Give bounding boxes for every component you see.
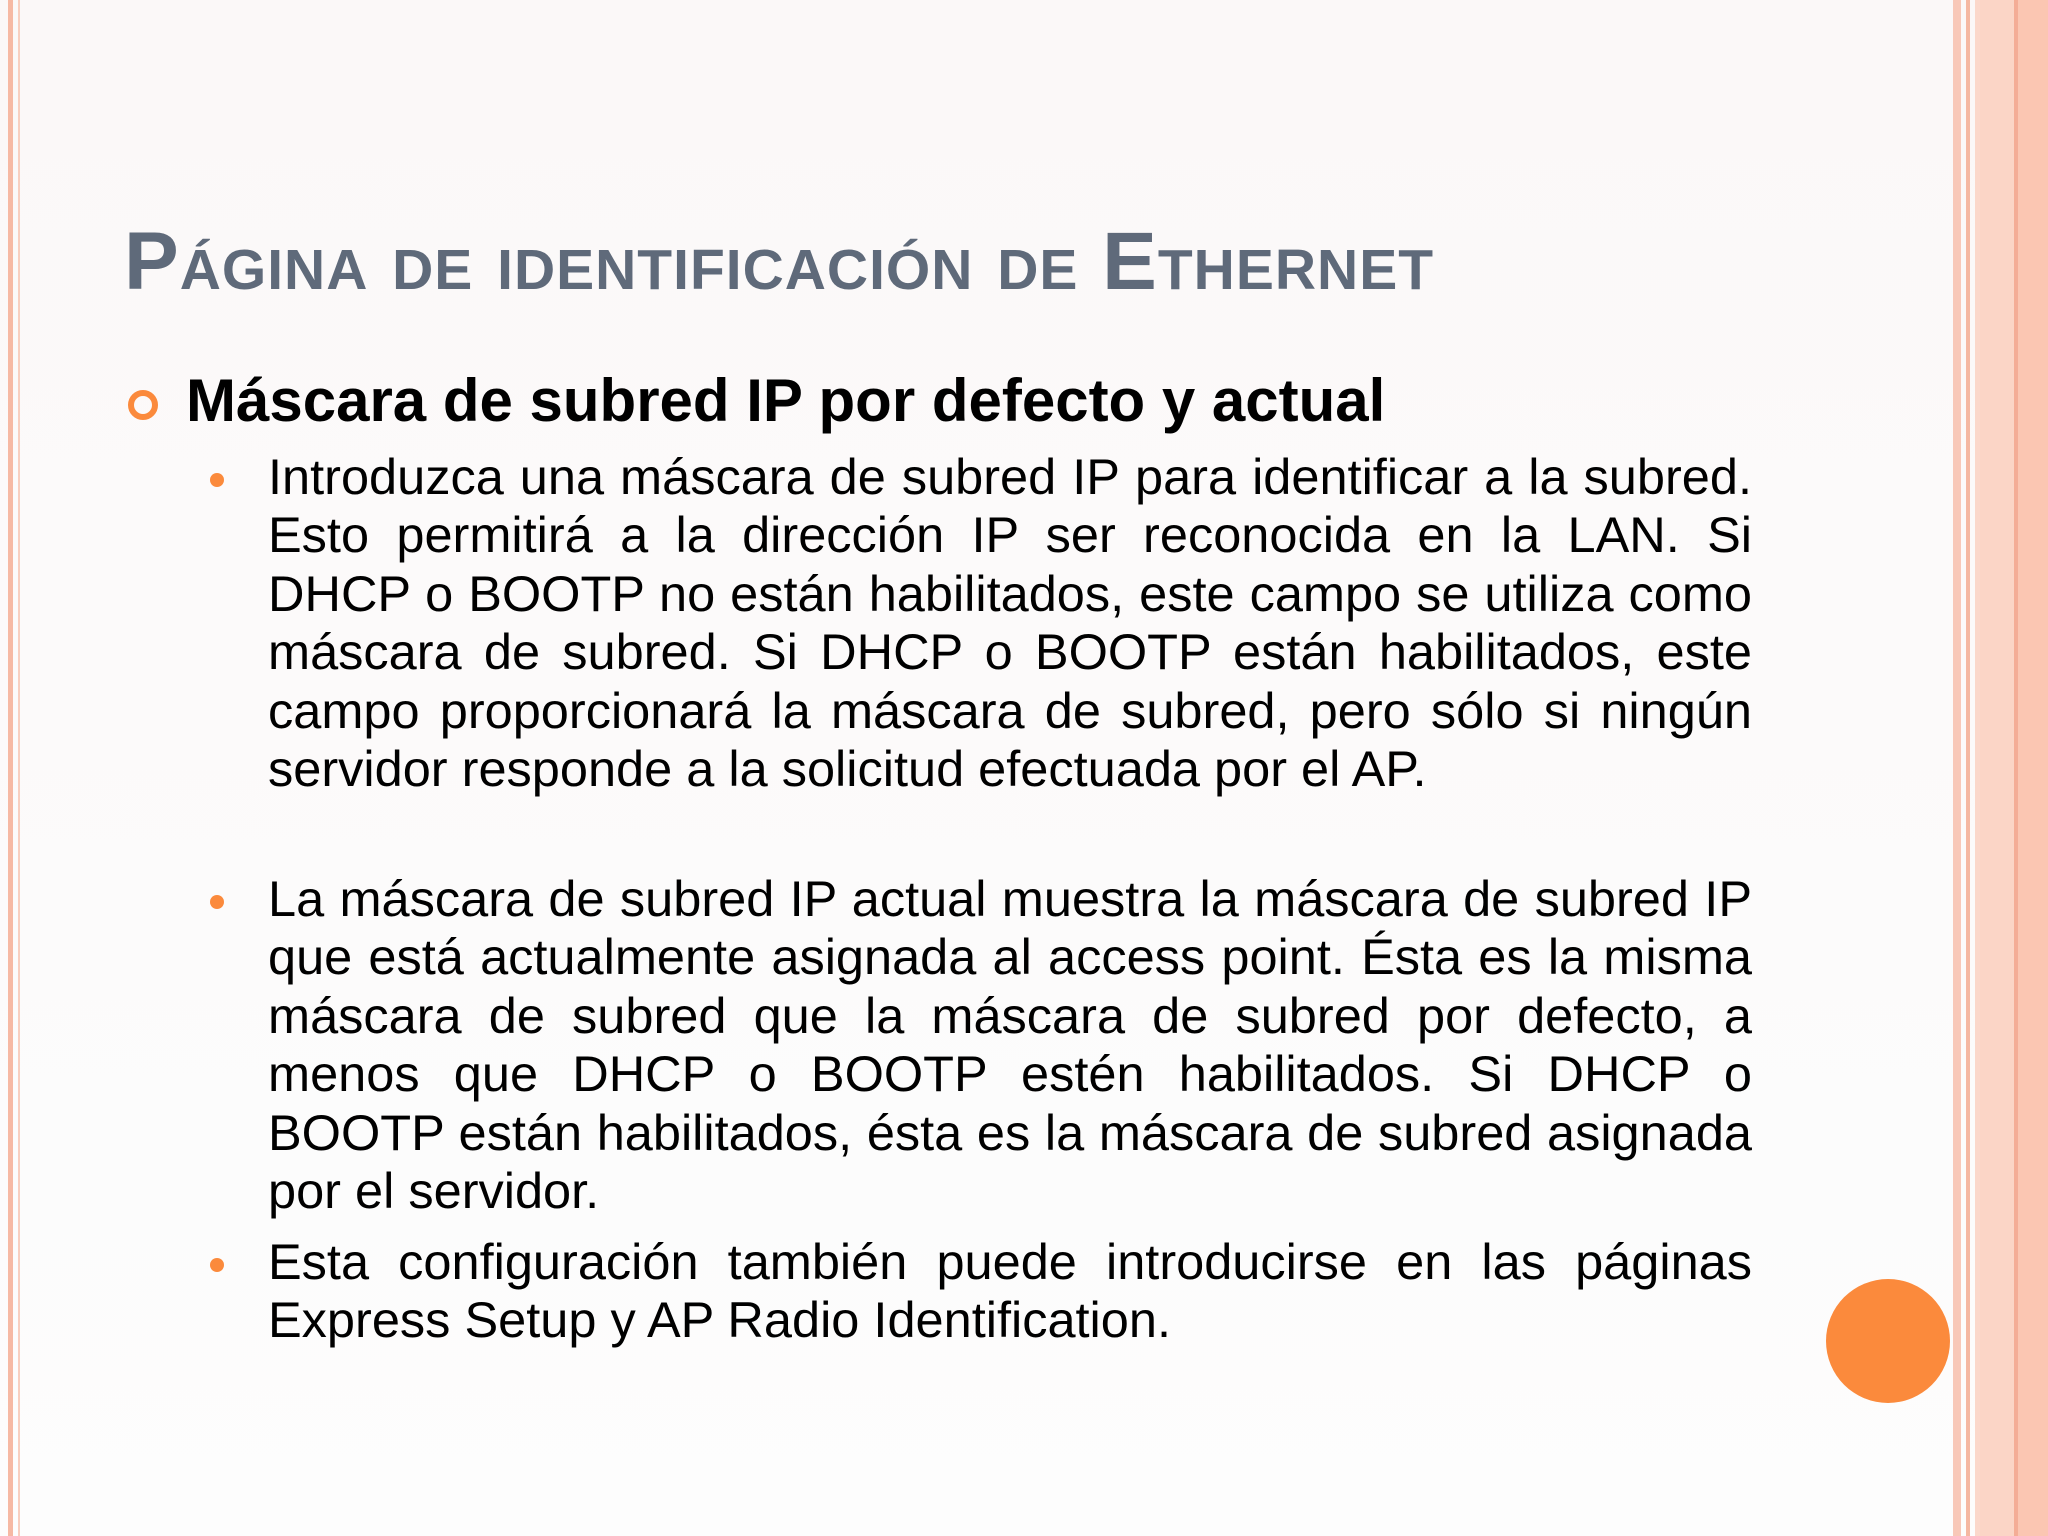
left-border-line-thin (18, 0, 20, 1536)
orange-dot-icon (210, 473, 224, 487)
orange-dot-icon (210, 895, 224, 909)
right-border-band (2018, 0, 2048, 1536)
right-border-band (1980, 0, 2014, 1536)
sub-bullet-item (200, 1233, 1752, 1350)
sub-bullet-text: Introduzca una máscara de subred IP para identificar a la subred. Esto permitirá a la dirección IP ser reconocida en la LAN. Si DHCP o BOOTP no están habilitados, este campo se utiliza como máscara de subred. Si DHCP o BOOTP están habilitados, este campo proporcionará la máscara de subred, pero sólo si ningún servidor responde a la solicitud efectuada por el AP. (268, 448, 1752, 798)
bullet-heading: Máscara de subred IP por defecto y actual (186, 367, 1386, 434)
sub-bullet-item (200, 448, 1752, 798)
sub-bullet-text: Esta configuración también puede introducirse en las páginas Express Setup y AP Radio Identification. (268, 1233, 1752, 1349)
right-border-band (1953, 0, 1961, 1536)
right-border-band (1966, 0, 1970, 1536)
heading-bullet-item (124, 364, 1764, 438)
sub-bullet-item (200, 870, 1752, 1220)
left-border-line (8, 0, 13, 1536)
orange-dot-icon (210, 1258, 224, 1272)
orange-ring-icon (128, 390, 158, 420)
slide-title: Página de identificación de Ethernet (124, 216, 1435, 307)
orange-circle-decoration (1826, 1279, 1950, 1403)
sub-bullet-text: La máscara de subred IP actual muestra la máscara de subred IP que está actualmente asignada al access point. Ésta es la misma máscara de subred que la máscara de subred por defecto, a menos que DHCP o BOOTP estén habilitados. Si DHCP o BOOTP están habilitados, ésta es la máscara de subred asignada por el servidor. (268, 870, 1752, 1220)
